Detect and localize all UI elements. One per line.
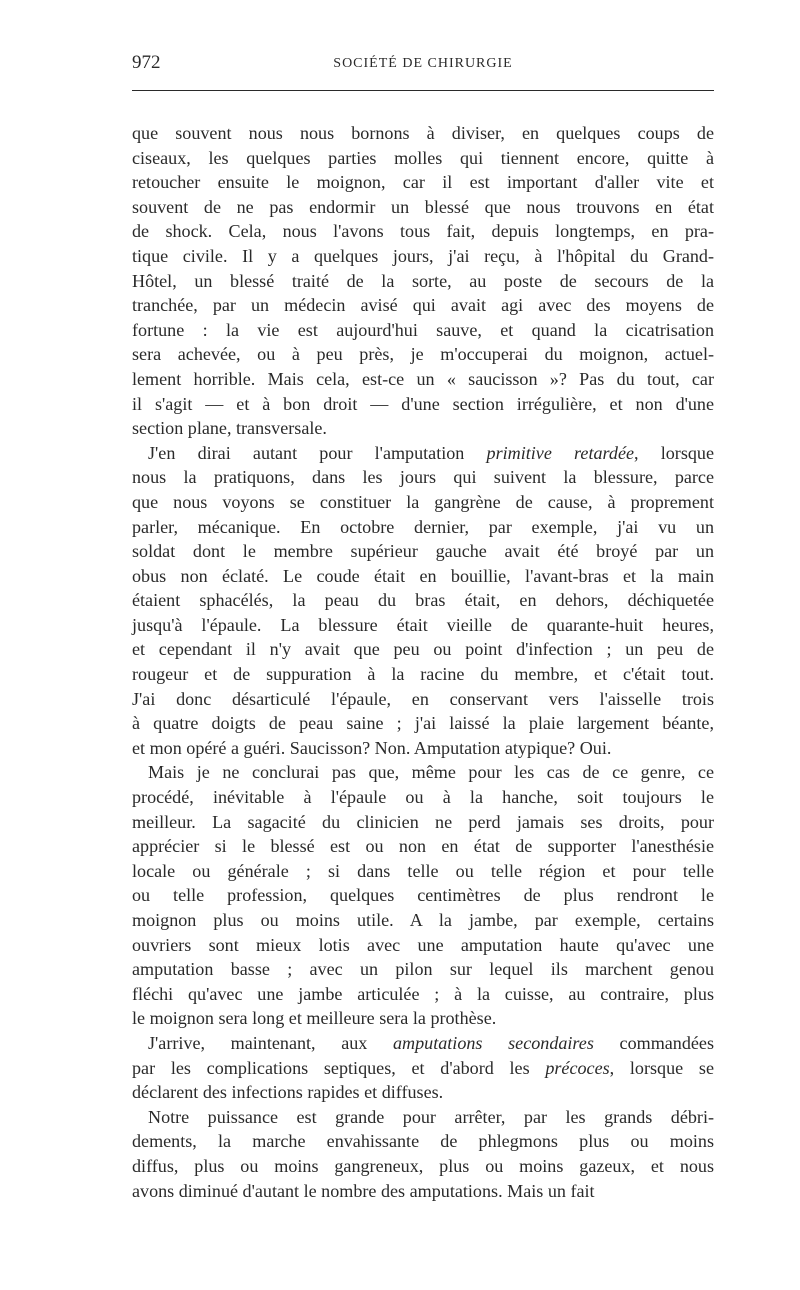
text-line: rougeur et de suppuration à la racine du membre, et c'était tout. bbox=[132, 664, 714, 685]
text-line: le moignon sera long et meilleure sera la prothèse. bbox=[132, 1008, 497, 1029]
text-line: que nous voyons se constituer la gangrène de cause, à proprement bbox=[132, 491, 714, 512]
text-line: déclarent des infections rapides et diffuses. bbox=[132, 1082, 444, 1103]
text-line: parler, mécanique. En octobre dernier, par exemple, j'ai vu un bbox=[132, 516, 714, 537]
text-line: J'arrive, maintenant, aux amputations secondaires commandées bbox=[148, 1032, 714, 1053]
text-line: locale ou générale ; si dans telle ou telle région et pour telle bbox=[132, 860, 714, 881]
text-line: J'ai donc désarticulé l'épaule, en conservant vers l'aisselle trois bbox=[132, 688, 714, 709]
paragraph bbox=[132, 1031, 714, 1105]
text-line: et cependant il n'y avait que peu ou point d'infection ; un peu de bbox=[132, 639, 714, 660]
text-line: tique civile. Il y a quelques jours, j'ai reçu, à l'hôpital du Grand- bbox=[132, 245, 714, 266]
text-line: jusqu'à l'épaule. La blessure était vieille de quarante-huit heures, bbox=[132, 614, 714, 635]
italic-term: précoces bbox=[545, 1057, 610, 1078]
book-page bbox=[132, 52, 714, 1203]
text-line: procédé, inévitable à l'épaule ou à la hanche, soit toujours le bbox=[132, 787, 714, 808]
text-line: retoucher ensuite le moignon, car il est important d'aller vite et bbox=[132, 172, 714, 193]
text-line: il s'agit — et à bon droit — d'une section irrégulière, et non d'une bbox=[132, 393, 714, 414]
text-line: Hôtel, un blessé traité de la sorte, au poste de secours de la bbox=[132, 270, 714, 291]
text-line: moignon plus ou moins utile. A la jambe, par exemple, certains bbox=[132, 910, 714, 930]
paragraph bbox=[132, 441, 714, 761]
body-text bbox=[132, 121, 714, 1203]
italic-term: primitive retardée bbox=[486, 442, 635, 463]
text-line: nous la pratiquons, dans les jours qui suivent la blessure, parce bbox=[132, 467, 714, 488]
text-line: fortune : la vie est aujourd'hui sauve, et quand la cicatrisation bbox=[132, 319, 714, 340]
text-line: meilleur. La sagacité du clinicien ne perd jamais ses droits, pour bbox=[132, 811, 714, 832]
text-line: tranchée, par un médecin avisé qui avait agi avec des moyens de bbox=[132, 295, 714, 316]
text-line: dements, la marche envahissante de phlegmons plus ou moins bbox=[132, 1131, 714, 1152]
text-line: souvent de ne pas endormir un blessé que nous trouvons en état bbox=[132, 196, 714, 217]
text-line: J'en dirai autant pour l'amputation primitive retardée, lorsque bbox=[148, 442, 714, 463]
text-line: section plane, transversale. bbox=[132, 418, 327, 439]
header-rule bbox=[132, 90, 714, 91]
text-line: Mais je ne conclurai pas que, même pour les cas de ce genre, ce bbox=[148, 762, 714, 783]
text-line: et mon opéré a guéri. Saucisson? Non. Amputation atypique? Oui. bbox=[132, 737, 612, 758]
text-line: avons diminué d'autant le nombre des amputations. Mais un fait bbox=[132, 1180, 595, 1201]
text-line: Notre puissance est grande pour arrêter, par les grands débri- bbox=[148, 1106, 714, 1127]
text-line: ouvriers sont mieux lotis avec une amputation haute qu'avec une bbox=[132, 934, 714, 955]
paragraph bbox=[132, 1105, 714, 1203]
page-header bbox=[132, 52, 714, 82]
running-head: SOCIÉTÉ DE CHIRURGIE bbox=[333, 56, 513, 71]
text-line: obus non éclaté. Le coude était en bouillie, l'avant-bras et la main bbox=[132, 565, 714, 586]
text-line: amputation basse ; avec un pilon sur lequel ils marchent genou bbox=[132, 959, 714, 980]
text-line: que souvent nous nous bornons à diviser, en quelques coups de bbox=[132, 123, 714, 143]
text-line: ou telle profession, quelques centimètres de plus rendront le bbox=[132, 885, 714, 906]
text-line: sera achevée, ou à peu près, je m'occuperai du moignon, actuel- bbox=[132, 344, 714, 365]
text-line: par les complications septiques, et d'abord les précoces, lorsque se bbox=[132, 1057, 714, 1078]
paragraph bbox=[132, 760, 714, 1031]
paragraph bbox=[132, 121, 714, 441]
text-line: à quatre doigts de peau saine ; j'ai laissé la plaie largement béante, bbox=[132, 713, 714, 734]
text-line: diffus, plus ou moins gangreneux, plus ou moins gazeux, et nous bbox=[132, 1155, 714, 1176]
text-line: ciseaux, les quelques parties molles qui tiennent encore, quitte à bbox=[132, 147, 714, 168]
text-line: étaient sphacélés, la peau du bras était, en dehors, déchiquetée bbox=[132, 590, 714, 611]
italic-term: amputations secondaires bbox=[393, 1032, 594, 1053]
text-line: de shock. Cela, nous l'avons tous fait, depuis longtemps, en pra- bbox=[132, 221, 714, 242]
text-line: lement horrible. Mais cela, est-ce un « saucisson »? Pas du tout, car bbox=[132, 368, 714, 389]
text-line: fléchi qu'avec une jambe articulée ; à la cuisse, au contraire, plus bbox=[132, 983, 714, 1004]
page-number: 972 bbox=[132, 52, 161, 73]
text-line: apprécier si le blessé est ou non en état de supporter l'anesthésie bbox=[132, 836, 714, 857]
text-line: soldat dont le membre supérieur gauche avait été broyé par un bbox=[132, 541, 714, 562]
